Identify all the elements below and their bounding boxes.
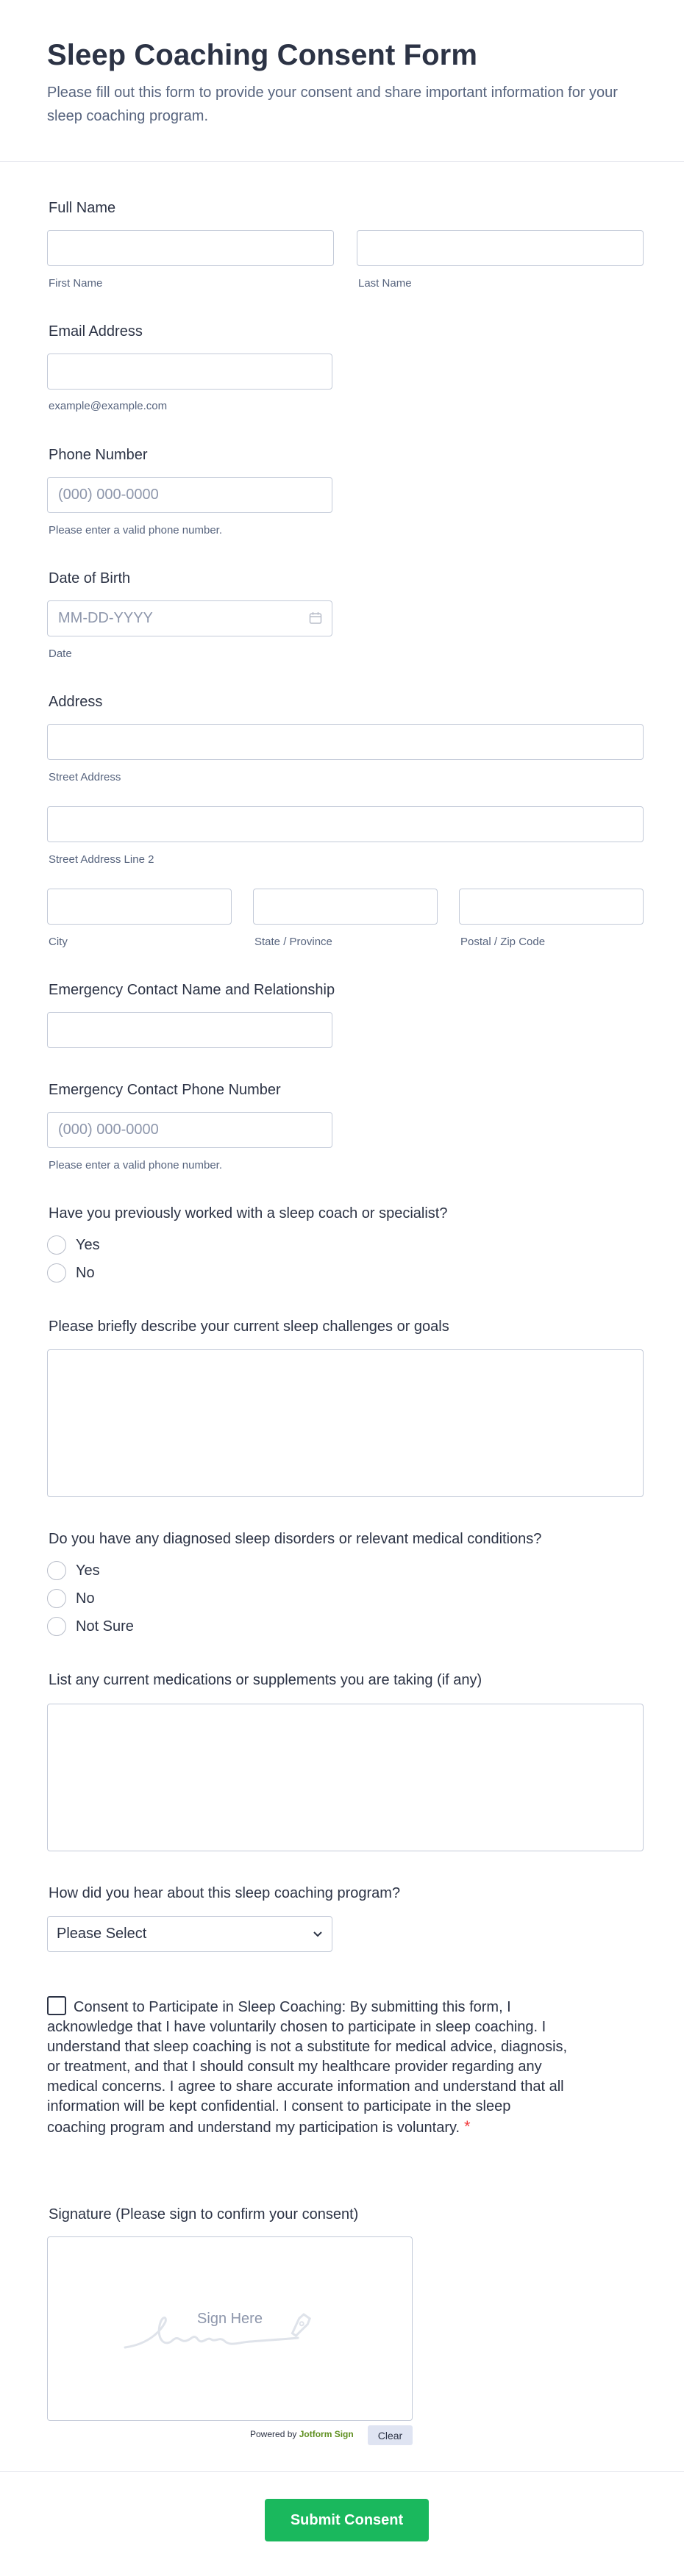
previous-coach-option-no[interactable]: [47, 1263, 95, 1282]
first-name-input[interactable]: [47, 230, 334, 266]
powered-by-prefix: Powered by: [250, 2429, 297, 2439]
disorders-option-yes[interactable]: [47, 1561, 100, 1580]
page-title: Sleep Coaching Consent Form: [47, 39, 477, 71]
jotform-sign-brand: Jotform Sign: [299, 2429, 354, 2439]
form-header: [0, 0, 684, 162]
previous-coach-option-yes[interactable]: [47, 1235, 100, 1255]
state-input[interactable]: [253, 889, 438, 925]
referral-label: How did you hear about this sleep coaching program?: [49, 1885, 401, 1901]
address-label: Address: [49, 694, 103, 710]
dob-sublabel: Date: [49, 647, 72, 660]
phone-sublabel: Please enter a valid phone number.: [49, 524, 222, 537]
disorders-option-no[interactable]: [47, 1589, 95, 1608]
challenges-label: Please briefly describe your current sleep challenges or goals: [49, 1319, 449, 1335]
email-sublabel: example@example.com: [49, 400, 168, 412]
dob-label: Date of Birth: [49, 570, 131, 586]
radio-label: No: [76, 1590, 95, 1607]
emergency-phone-label: Emergency Contact Phone Number: [49, 1082, 281, 1098]
zip-sublabel: Postal / Zip Code: [460, 936, 546, 948]
radio-label: Not Sure: [76, 1618, 134, 1635]
footer-divider: [0, 2471, 684, 2472]
medications-label: List any current medications or supplements you are taking (if any): [49, 1672, 482, 1688]
signature-placeholder: Sign Here: [197, 2311, 263, 2327]
previous-coach-label: Have you previously worked with a sleep coach or specialist?: [49, 1205, 448, 1221]
radio-button[interactable]: [47, 1617, 66, 1636]
city-input[interactable]: [47, 889, 232, 925]
dob-input[interactable]: [47, 600, 332, 636]
submit-button[interactable]: Submit Consent: [265, 2499, 429, 2541]
radio-button[interactable]: [47, 1263, 66, 1282]
email-label: Email Address: [49, 323, 143, 340]
emergency-phone-input[interactable]: [47, 1112, 332, 1148]
signature-pad[interactable]: [47, 2236, 413, 2421]
last-name-sublabel: Last Name: [358, 277, 412, 290]
required-marker: *: [464, 2117, 471, 2136]
phone-label: Phone Number: [49, 447, 148, 463]
emergency-name-input[interactable]: [47, 1012, 332, 1048]
chevron-down-icon: [313, 1931, 323, 1938]
calendar-icon[interactable]: [309, 611, 322, 625]
radio-button[interactable]: [47, 1235, 66, 1255]
street-address-line2-input[interactable]: [47, 806, 644, 842]
last-name-input[interactable]: [357, 230, 644, 266]
signature-scribble-icon: [121, 2307, 335, 2358]
radio-button[interactable]: [47, 1589, 66, 1608]
consent-checkbox[interactable]: [47, 1996, 66, 2015]
form-description: Please fill out this form to provide your consent and share important information for your sleep coaching program.: [47, 85, 618, 124]
radio-label: Yes: [76, 1562, 100, 1579]
challenges-textarea[interactable]: [47, 1349, 644, 1497]
email-input[interactable]: [47, 354, 332, 390]
disorders-label: Do you have any diagnosed sleep disorders or relevant medical conditions?: [49, 1531, 542, 1547]
signature-label: Signature (Please sign to confirm your consent): [49, 2206, 359, 2222]
street-address-input[interactable]: [47, 724, 644, 760]
referral-selected-value: Please Select: [57, 1926, 147, 1942]
radio-label: Yes: [76, 1236, 100, 1253]
radio-button[interactable]: [47, 1561, 66, 1580]
zip-input[interactable]: [459, 889, 644, 925]
disorders-option-not-sure[interactable]: [47, 1617, 134, 1636]
first-name-sublabel: First Name: [49, 277, 103, 290]
state-sublabel: State / Province: [254, 936, 332, 948]
emergency-name-label: Emergency Contact Name and Relationship: [49, 982, 335, 998]
full-name-label: Full Name: [49, 200, 116, 216]
street-address-sublabel: Street Address: [49, 771, 121, 783]
referral-select[interactable]: [47, 1916, 332, 1952]
consent-text: Consent to Participate in Sleep Coaching: By submitting this form, I acknowledge that I have voluntarily chosen to participate in sleep coaching. I understand that sleep coaching is not a substitute for medical advice, diagnosis, or treatment, and that I should consult my healthcare provider regarding any medical concerns. I agree to share accurate information and understand that all information will be kept confidential. I consent to participate in the sleep coaching program and understand my participation is voluntary.: [47, 1999, 568, 2136]
city-sublabel: City: [49, 936, 68, 948]
consent-block: [47, 1996, 569, 2138]
street-address-line2-sublabel: Street Address Line 2: [49, 853, 154, 866]
emergency-phone-sublabel: Please enter a valid phone number.: [49, 1159, 222, 1172]
powered-by-credit: [250, 2429, 354, 2439]
medications-textarea[interactable]: [47, 1704, 644, 1851]
clear-signature-button[interactable]: Clear: [368, 2425, 413, 2445]
phone-input[interactable]: [47, 477, 332, 513]
radio-label: No: [76, 1264, 95, 1281]
